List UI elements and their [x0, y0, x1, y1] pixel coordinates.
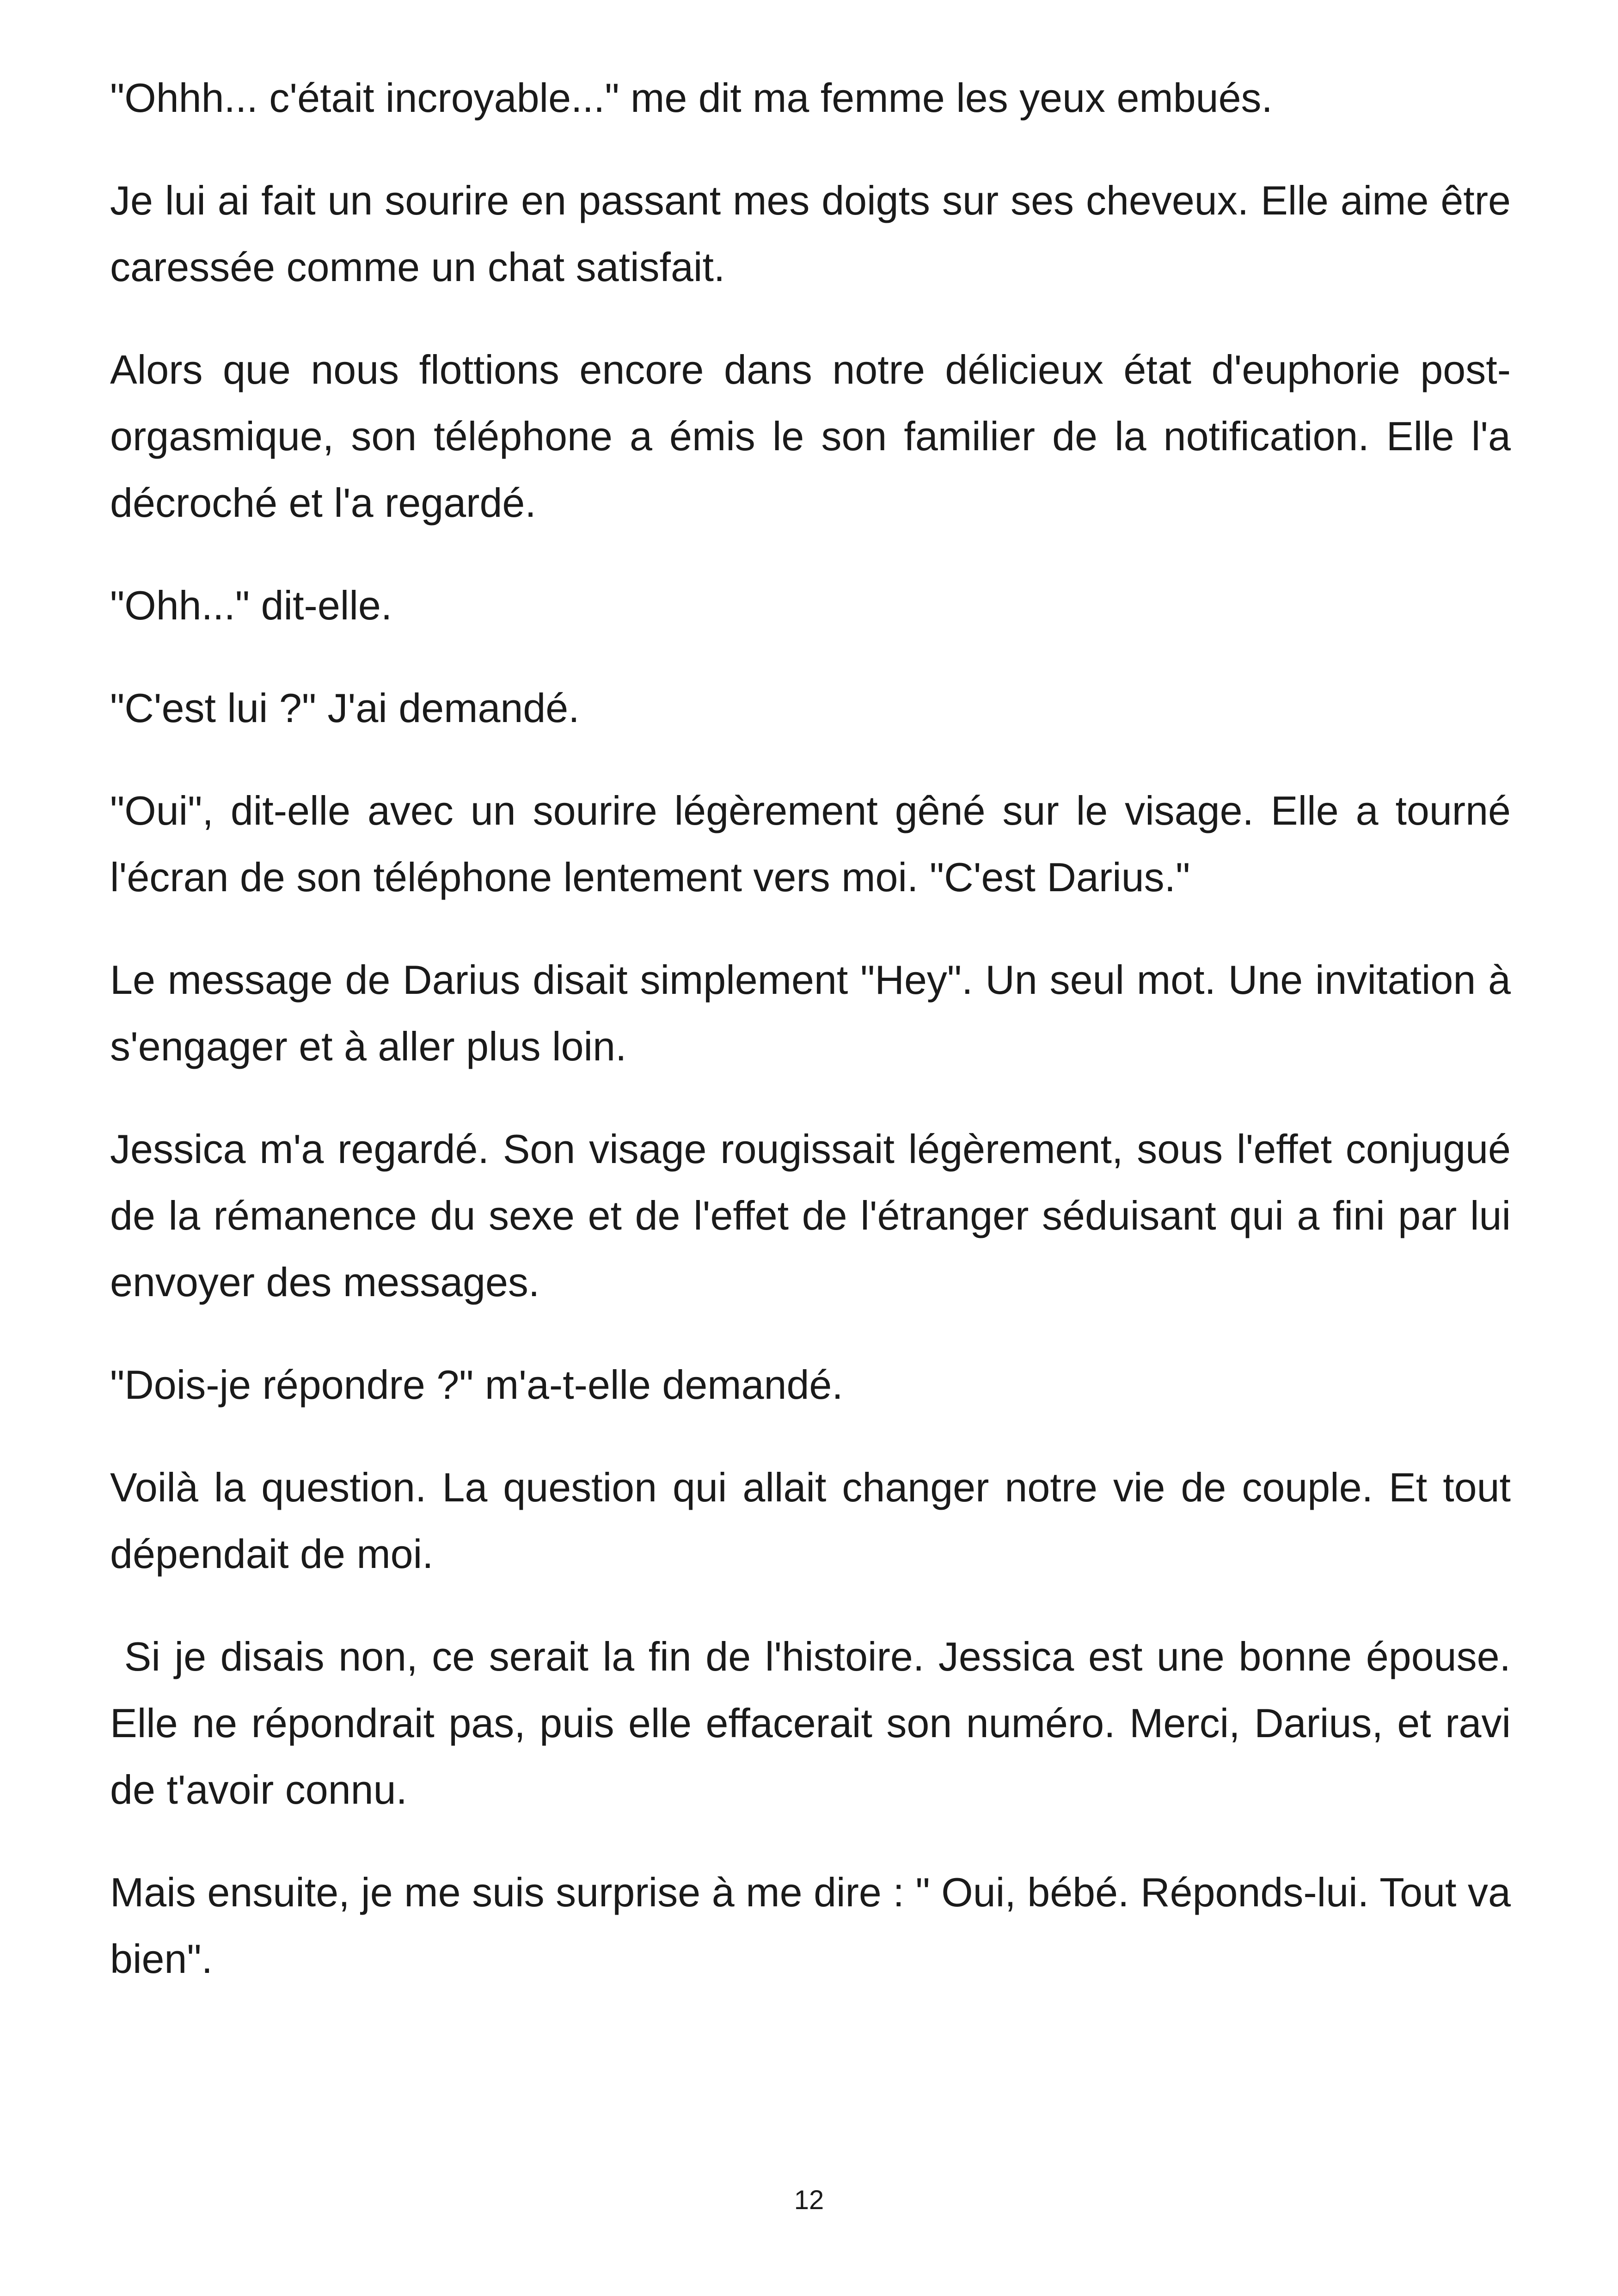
paragraph-4: "Ohh..." dit-elle.: [110, 582, 392, 628]
paragraph-6: "Oui", dit-elle avec un sourire légèrement gêné sur le visage. Elle a tourné l'écran de son téléphone lentement vers moi. "C'est Darius.": [110, 788, 1522, 900]
paragraph-9: "Dois-je répondre ?" m'a-t-elle demandé.: [110, 1362, 843, 1408]
paragraph-2: Je lui ai fait un sourire en passant mes doigts sur ses cheveux. Elle aime être caressée comme un chat satisfait.: [110, 178, 1522, 290]
page-number: 12: [794, 2185, 824, 2215]
paragraph-1: "Ohhh... c'était incroyable..." me dit ma femme les yeux embués.: [110, 75, 1273, 121]
body-text: [110, 65, 1522, 2028]
paragraph-10: Voilà la question. La question qui allait changer notre vie de couple. Et tout dépendait de moi.: [110, 1464, 1522, 1577]
paragraph-7: Le message de Darius disait simplement "Hey". Un seul mot. Une invitation à s'engager et à aller plus loin.: [110, 957, 1522, 1069]
paragraph-5: "C'est lui ?" J'ai demandé.: [110, 685, 580, 731]
paragraph-8: Jessica m'a regardé. Son visage rougissait légèrement, sous l'effet conjugué de la rémanence du sexe et de l'effet de l'étranger séduisant qui a fini par lui envoyer des messages.: [110, 1126, 1522, 1305]
paragraph-3: Alors que nous flottions encore dans notre délicieux état d'euphorie post-orgasmique, son téléphone a émis le son familier de la notification. Elle l'a décroché et l'a regardé.: [110, 347, 1522, 526]
paragraph-11: Si je disais non, ce serait la fin de l'histoire. Jessica est une bonne épouse. Elle ne répondrait pas, puis elle effacerait son numéro. Merci, Darius, et ravi de t'avoir connu.: [110, 1634, 1522, 1812]
paragraph-12: Mais ensuite, je me suis surprise à me dire : " Oui, bébé. Réponds-lui. Tout va bien".: [110, 1869, 1522, 1982]
